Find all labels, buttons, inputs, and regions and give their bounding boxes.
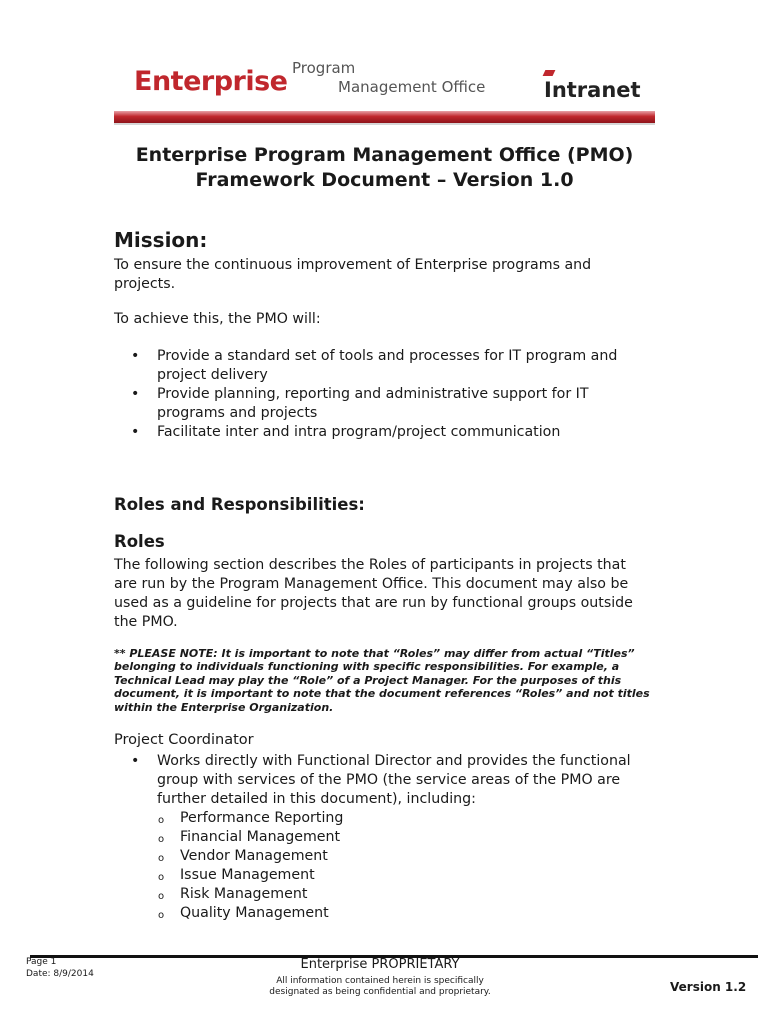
list-item-text: Vendor Management [180, 848, 328, 864]
intranet-logo [544, 78, 641, 102]
list-item-text: Provide a standard set of tools and processes for IT program and project delivery [157, 348, 618, 383]
list-item-text: Risk Management [180, 886, 308, 902]
header-banner-shadow [114, 123, 655, 125]
list-item [114, 885, 654, 904]
project-coordinator-heading: Project Coordinator [114, 732, 254, 748]
header-banner [114, 111, 655, 123]
bullet-icon: • [131, 424, 140, 440]
enterprise-logo: Enterprise [134, 66, 288, 97]
list-item [114, 752, 654, 809]
list-item-text: Performance Reporting [180, 810, 344, 826]
footer-notice-line-1: All information contained herein is specifically [276, 976, 484, 986]
list-item [114, 866, 654, 885]
bullet-icon: • [131, 386, 140, 402]
list-item-text: Quality Management [180, 905, 329, 921]
circle-bullet-icon: o [158, 853, 165, 864]
footer-date: Date: 8/9/2014 [26, 969, 94, 979]
please-note: ** PLEASE NOTE: It is important to note that “Roles” may differ from actual “Titles” belonging to individuals functioning with specific responsibilities. For example, a Technical Lead may play the “Role” of a Project Manager. For the purposes of this document, it is important to note that the document references “Roles” and not titles within the Enterprise Organization. [114, 647, 650, 714]
list-item-text: Issue Management [180, 867, 315, 883]
footer-version: Version 1.2 [670, 980, 747, 994]
mission-paragraph-1: To ensure the continuous improvement of Enterprise programs and projects. [114, 257, 592, 292]
list-item-text: Facilitate inter and intra program/project communication [157, 424, 561, 440]
list-item [114, 385, 654, 423]
circle-bullet-icon: o [158, 872, 165, 883]
list-item [114, 809, 654, 828]
list-item-text: Works directly with Functional Director and provides the functional group with services of the PMO (the service areas of the PMO are further detailed in this document), including: [157, 753, 631, 807]
mission-heading: Mission: [114, 228, 208, 252]
logo-management-office-text: Management Office [338, 78, 486, 96]
footer-confidential-notice [230, 976, 530, 998]
list-item-text: Provide planning, reporting and administrative support for IT programs and projects [157, 386, 589, 421]
coordinator-section [114, 752, 654, 923]
list-item-text: Financial Management [180, 829, 341, 845]
list-item [114, 904, 654, 923]
circle-bullet-icon: o [158, 891, 165, 902]
mission-bullet-list [114, 347, 654, 442]
title-line-1: Enterprise Program Management Office (PMO) [135, 144, 634, 166]
document-title [114, 143, 655, 193]
roles-paragraph: The following section describes the Roles of participants in projects that are run by the Program Management Office. This document may also be used as a guideline for projects that are run by functional groups outside the PMO. [114, 557, 633, 630]
logo-program-text: Program [292, 59, 356, 77]
bullet-icon: • [131, 753, 140, 769]
roles-responsibilities-heading: Roles and Responsibilities: [114, 495, 365, 514]
circle-bullet-icon: o [158, 815, 165, 826]
bullet-icon: • [131, 348, 140, 364]
circle-bullet-icon: o [158, 834, 165, 845]
intranet-logo-text: Intranet [544, 78, 641, 102]
footer-page-number: Page 1 [26, 957, 57, 967]
intranet-accent-icon [543, 70, 556, 76]
title-line-2: Framework Document – Version 1.0 [195, 169, 574, 191]
list-item [114, 347, 654, 385]
coordinator-sub-list [114, 809, 654, 923]
footer-proprietary: Enterprise PROPRIETARY [300, 957, 460, 972]
coordinator-bullet-list [114, 752, 654, 809]
circle-bullet-icon: o [158, 910, 165, 921]
footer-notice-line-2: designated as being confidential and proprietary. [269, 987, 491, 997]
list-item [114, 423, 654, 442]
roles-heading: Roles [114, 532, 165, 551]
list-item [114, 828, 654, 847]
list-item [114, 847, 654, 866]
mission-paragraph-2: To achieve this, the PMO will: [114, 311, 321, 327]
